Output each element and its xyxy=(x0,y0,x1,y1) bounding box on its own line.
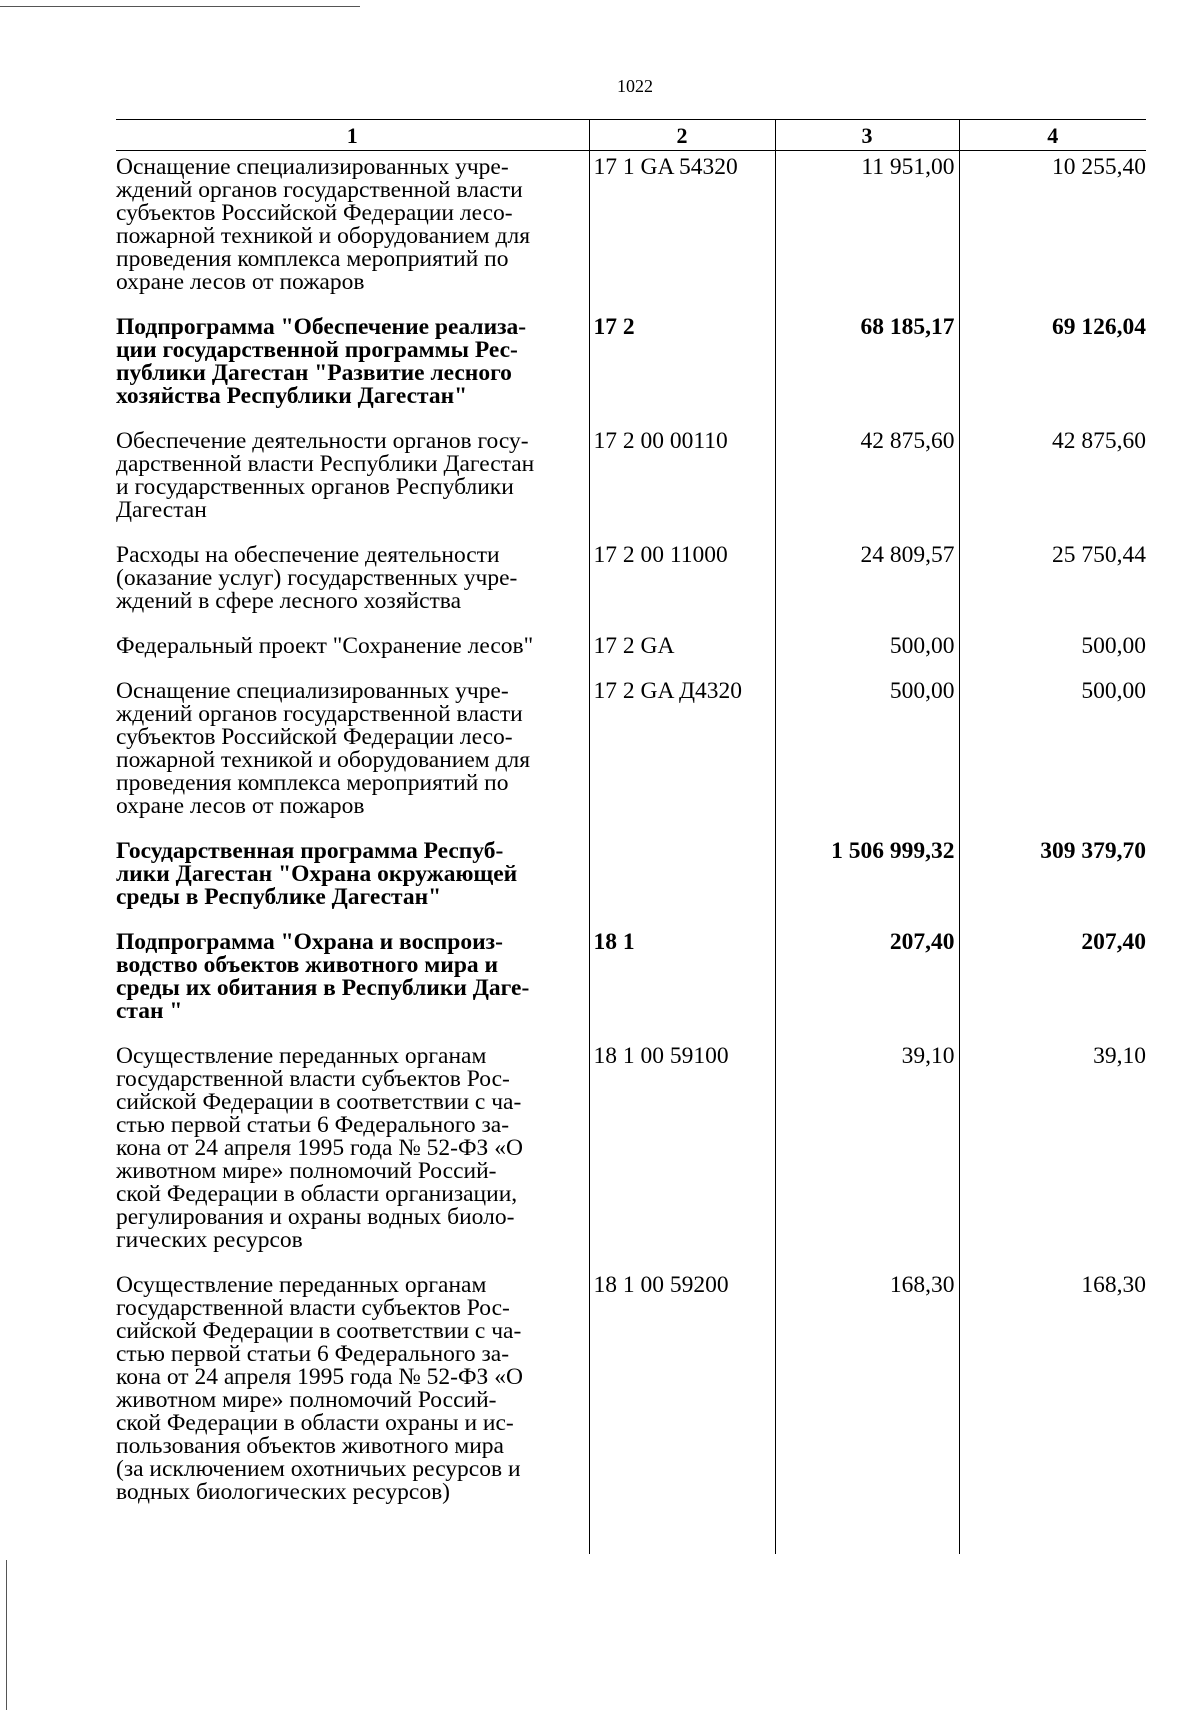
table-row xyxy=(116,151,1146,312)
header-col-3: 3 xyxy=(775,120,959,151)
table-header xyxy=(116,120,1146,151)
table-row xyxy=(116,630,1146,675)
header-col-1: 1 xyxy=(116,120,589,151)
cell-value-col3: 68 185,17 xyxy=(775,311,959,425)
cell-value-col3: 168,30 xyxy=(775,1269,959,1554)
cell-value-col3: 500,00 xyxy=(775,630,959,675)
cell-code: 18 1 xyxy=(589,926,775,1040)
cell-code: 17 1 GA 54320 xyxy=(589,151,775,312)
cell-name: Осуществление переданных органам государственной власти субъектов Рос- сийской Федерации в соответствии с ча- стью первой статьи 6 Федерального за- кона от 24 апреля 1995 года № 52-ФЗ «О животном мире» полномочий Россий- ской Федерации в области организации, регулирования и охраны водных биоло- гических ресурсов xyxy=(116,1043,523,1253)
cell-code: 17 2 xyxy=(589,311,775,425)
cell-value-col4: 207,40 xyxy=(959,926,1146,1040)
cell-value-col4: 42 875,60 xyxy=(959,425,1146,539)
budget-table xyxy=(116,119,1146,1554)
cell-value-col3: 1 506 999,32 xyxy=(775,835,959,926)
cell-name: Оснащение специализированных учре- ждений органов государственной власти субъектов Российской Федерации лесо- пожарной техникой и оборудованием для проведения комплекса мероприятий по охране лесов от пожаров xyxy=(116,678,531,819)
cell-code xyxy=(589,835,775,926)
cell-value-col4: 500,00 xyxy=(959,630,1146,675)
cell-code: 17 2 00 00110 xyxy=(589,425,775,539)
cell-name: Обеспечение деятельности органов госу- дарственной власти Республики Дагестан и государственных органов Республики Дагестан xyxy=(116,428,535,523)
cell-value-col3: 42 875,60 xyxy=(775,425,959,539)
cell-value-col4: 25 750,44 xyxy=(959,539,1146,630)
cell-name: Оснащение специализированных учре- ждений органов государственной власти субъектов Российской Федерации лесо- пожарной техникой и оборудованием для проведения комплекса мероприятий по охране лесов от пожаров xyxy=(116,154,531,295)
table-row xyxy=(116,835,1146,926)
cell-name: Государственная программа Респуб- лики Дагестан "Охрана окружающей среды в Республике Дагестан" xyxy=(116,838,518,910)
header-col-4: 4 xyxy=(959,120,1146,151)
cell-value-col4: 69 126,04 xyxy=(959,311,1146,425)
cell-value-col3: 11 951,00 xyxy=(775,151,959,312)
table-row xyxy=(116,675,1146,835)
cell-code: 17 2 00 11000 xyxy=(589,539,775,630)
cell-name: Осуществление переданных органам государственной власти субъектов Рос- сийской Федерации в соответствии с ча- стью первой статьи 6 Федерального за- кона от 24 апреля 1995 года № 52-ФЗ «О животном мире» полномочий Россий- ской Федерации в области охраны и ис- пользования объектов животного мира (за исключением охотничьих ресурсов и водных биологических ресурсов) xyxy=(116,1272,523,1505)
cell-code: 18 1 00 59200 xyxy=(589,1269,775,1554)
cell-value-col3: 207,40 xyxy=(775,926,959,1040)
cell-name: Расходы на обеспечение деятельности (оказание услуг) государственных учре- ждений в сфере лесного хозяйства xyxy=(116,542,518,614)
table-body xyxy=(116,151,1146,1555)
cell-name: Подпрограмма "Охрана и воспроиз- водство объектов животного мира и среды их обитания в Республики Даге- стан " xyxy=(116,929,530,1024)
table-row xyxy=(116,311,1146,425)
table-row xyxy=(116,539,1146,630)
cell-value-col4: 500,00 xyxy=(959,675,1146,835)
cell-value-col4: 10 255,40 xyxy=(959,151,1146,312)
cell-code: 18 1 00 59100 xyxy=(589,1040,775,1269)
cell-code: 17 2 GA xyxy=(589,630,775,675)
cell-value-col4: 168,30 xyxy=(959,1269,1146,1554)
cell-code: 17 2 GA Д4320 xyxy=(589,675,775,835)
table-row xyxy=(116,1269,1146,1554)
cell-value-col3: 39,10 xyxy=(775,1040,959,1269)
cell-name: Федеральный проект "Сохранение лесов" xyxy=(116,633,534,659)
table-row xyxy=(116,1040,1146,1269)
cell-value-col4: 39,10 xyxy=(959,1040,1146,1269)
scan-edge-line-left xyxy=(6,1560,7,1710)
table-row xyxy=(116,926,1146,1040)
page-number: 1022 xyxy=(617,76,653,96)
header-row xyxy=(116,120,1146,151)
cell-value-col3: 24 809,57 xyxy=(775,539,959,630)
scan-edge-line-top xyxy=(0,6,360,7)
table-row xyxy=(116,425,1146,539)
cell-value-col3: 500,00 xyxy=(775,675,959,835)
header-col-2: 2 xyxy=(589,120,775,151)
cell-value-col4: 309 379,70 xyxy=(959,835,1146,926)
cell-name: Подпрограмма "Обеспечение реализа- ции государственной программы Рес- публики Дагестан "Развитие лесного хозяйства Республики Дагестан" xyxy=(116,314,527,409)
